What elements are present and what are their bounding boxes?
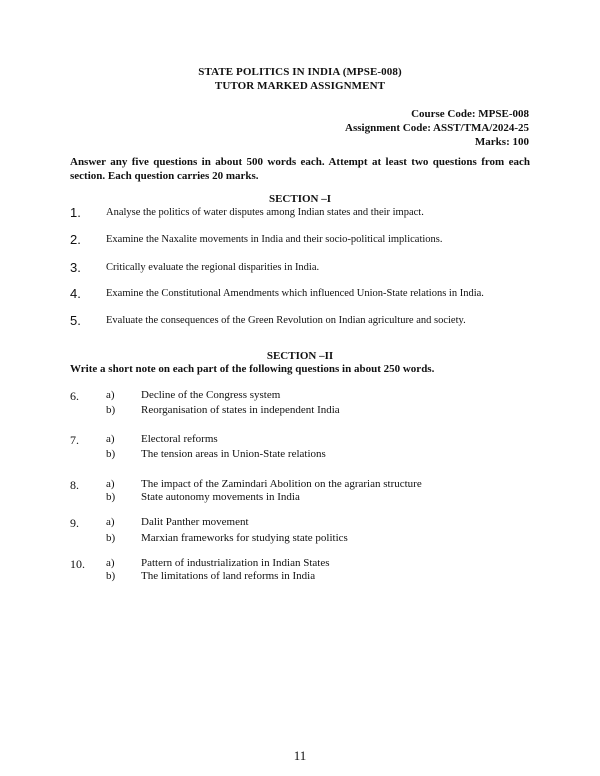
part-text: Dalit Panther movement [141, 516, 249, 528]
document-title: STATE POLITICS IN INDIA (MPSE-008) [198, 66, 402, 78]
question-number: 8. [70, 478, 79, 492]
code-block [345, 107, 529, 149]
question-part-b [70, 532, 540, 546]
section-2-heading: SECTION –II [266, 350, 334, 362]
question-part-a [70, 433, 540, 447]
part-label: a) [106, 557, 115, 569]
question-text: Examine the Naxalite movements in India and their socio-political implications. [106, 234, 443, 245]
question-number: 7. [70, 433, 79, 447]
question-part-a [70, 516, 540, 530]
document-subtitle: TUTOR MARKED ASSIGNMENT [214, 80, 386, 92]
question-text: Critically evaluate the regional disparities in India. [106, 262, 320, 273]
question-number: 10. [70, 557, 85, 571]
question-text: Examine the Constitutional Amendments which influenced Union-State relations in India. [106, 288, 484, 299]
total-marks: Marks: 100 [474, 136, 529, 148]
question-part-a [70, 557, 540, 571]
question-number: 9. [70, 516, 79, 530]
question-3 [70, 260, 540, 276]
question-part-b [70, 404, 540, 418]
part-label: b) [106, 532, 116, 544]
question-number: 2. [70, 232, 81, 247]
part-label: a) [106, 516, 115, 528]
question-2 [70, 232, 540, 248]
part-text: Reorganisation of states in independent India [141, 404, 340, 416]
part-text: The limitations of land reforms in India [141, 570, 316, 582]
part-label: b) [106, 570, 116, 582]
question-part-b [70, 448, 540, 462]
question-5 [70, 313, 540, 329]
question-number: 5. [70, 313, 81, 328]
question-number: 6. [70, 389, 79, 403]
part-label: b) [106, 404, 116, 416]
question-text: Analyse the politics of water disputes among Indian states and their impact. [106, 207, 424, 218]
part-text: Marxian frameworks for studying state politics [141, 532, 348, 544]
part-text: State autonomy movements in India [141, 491, 300, 503]
course-code: Course Code: MPSE-008 [411, 108, 529, 120]
part-text: Decline of the Congress system [141, 389, 281, 401]
part-text: Pattern of industrialization in Indian States [141, 557, 330, 569]
part-label: b) [106, 448, 116, 460]
part-label: a) [106, 389, 115, 401]
question-part-a [70, 389, 540, 403]
page-number: 11 [293, 748, 307, 763]
question-part-a [70, 478, 540, 492]
instructions: Answer any five questions in about 500 words each. Attempt at least two questions from each section. Each question carries 20 marks. [70, 156, 530, 182]
part-text: The tension areas in Union-State relations [141, 448, 326, 460]
question-part-b [70, 570, 540, 584]
section-2-instructions: Write a short note on each part of the following questions in about 250 words. [70, 363, 435, 375]
question-number: 3. [70, 260, 81, 275]
question-number: 4. [70, 286, 81, 301]
assignment-code: Assignment Code: ASST/TMA/2024-25 [345, 122, 529, 134]
part-label: b) [106, 491, 116, 503]
section-1-heading: SECTION –I [268, 193, 332, 205]
part-label: a) [106, 478, 115, 490]
question-1 [70, 205, 540, 221]
part-text: The impact of the Zamindari Abolition on the agrarian structure [141, 478, 422, 490]
part-label: a) [106, 433, 115, 445]
question-number: 1. [70, 205, 81, 220]
question-part-b [70, 491, 540, 505]
question-text: Evaluate the consequences of the Green Revolution on Indian agriculture and society. [106, 315, 466, 326]
part-text: Electoral reforms [141, 433, 218, 445]
question-4 [70, 286, 540, 302]
